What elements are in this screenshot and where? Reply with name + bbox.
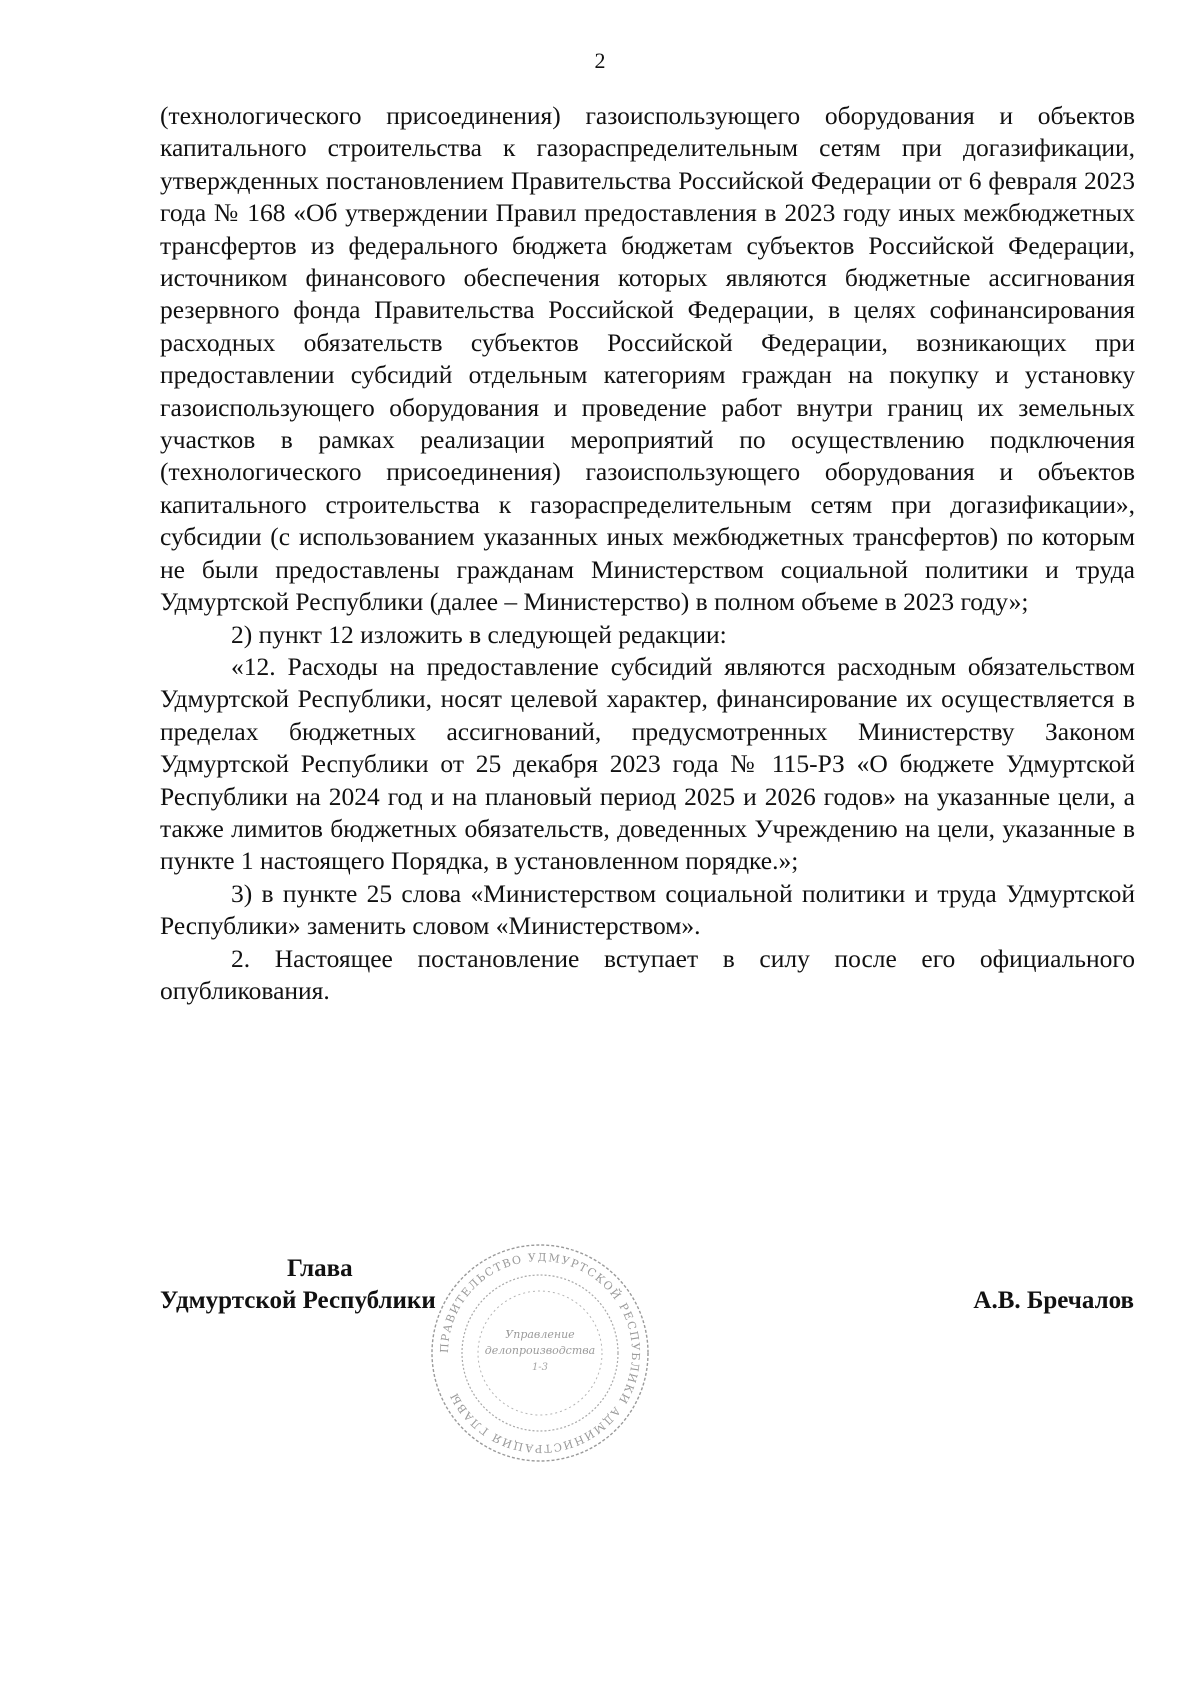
- document-body: [160, 100, 1135, 1007]
- paragraph-item-3: 3) в пункте 25 слова «Министерством социальной политики и труда Удмуртской Республики» заменить словом «Министерством».: [160, 878, 1135, 941]
- signatory-name: А.В. Бречалов: [973, 1287, 1134, 1314]
- stamp-center-line3: 1-3: [531, 1362, 549, 1373]
- signatory-title-line1: Глава: [287, 1255, 353, 1282]
- paragraph-effective-date: 2. Настоящее постановление вступает в силу после его официального опубликования.: [160, 943, 1135, 1005]
- signatory-title: [160, 1253, 436, 1317]
- stamp-center-line2: делопроизводства: [484, 1344, 596, 1357]
- paragraph-clause-12: «12. Расходы на предоставление субсидий являются расходным обязательством Удмуртской Республики, носят целевой характер, финансирование их осуществляется в пределах бюджетных ассигнований, предусмотренных Министерству Законом Удмуртской Республики от 25 декабря 2023 года № 115-РЗ «О бюджете Удмуртской Республики на 2024 год и на плановый период 2025 и 2026 годов» на указанные цели, а также лимитов бюджетных обязательств, доведенных Учреждению на цели, указанные в пункте 1 настоящего Порядка, в установленном порядке.»;: [160, 651, 1135, 876]
- stamp-center-line1: Управление: [505, 1328, 575, 1341]
- signatory-title-line2: Удмуртской Республики: [160, 1287, 436, 1314]
- stamp-ring-text: ПРАВИТЕЛЬСТВО УДМУРТСКОЙ РЕСПУБЛИКИ АДМИНИСТРАЦИЯ ГЛАВЫ: [437, 1250, 643, 1456]
- paragraph-continuation: (технологического присоединения) газоиспользующего оборудования и объектов капитального строительства к газораспределительным сетям при догазификации, утвержденных постановлением Правительства Российской Федерации от 6 февраля 2023 года № 168 «Об утверждении Правил предоставления в 2023 году иных межбюджетных трансфертов из федерального бюджета бюджетам субъектов Российской Федерации, источником финансового обеспечения которых являются бюджетные ассигнования резервного фонда Правительства Российской Федерации, в целях софинансирования расходных обязательств субъектов Российской Федерации, возникающих при предоставлении субсидий отдельным категориям граждан на покупку и установку газоиспользующего оборудования и проведение работ внутри границ их земельных участков в рамках реализации мероприятий по осуществлению подключения (технологического присоединения) газоиспользующего оборудования и объектов капитального строительства к газораспределительным сетям при догазификации», субсидии (с использованием указанных иных межбюджетных трансфертов) по которым не были предоставлены гражданам Министерством социальной политики и труда Удмуртской Республики (далее – Министерство) в полном объеме в 2023 году»;: [160, 101, 1135, 617]
- official-stamp: [425, 1238, 655, 1468]
- paragraph-item-2: 2) пункт 12 изложить в следующей редакции:: [231, 619, 727, 649]
- page-number: 2: [594, 48, 606, 73]
